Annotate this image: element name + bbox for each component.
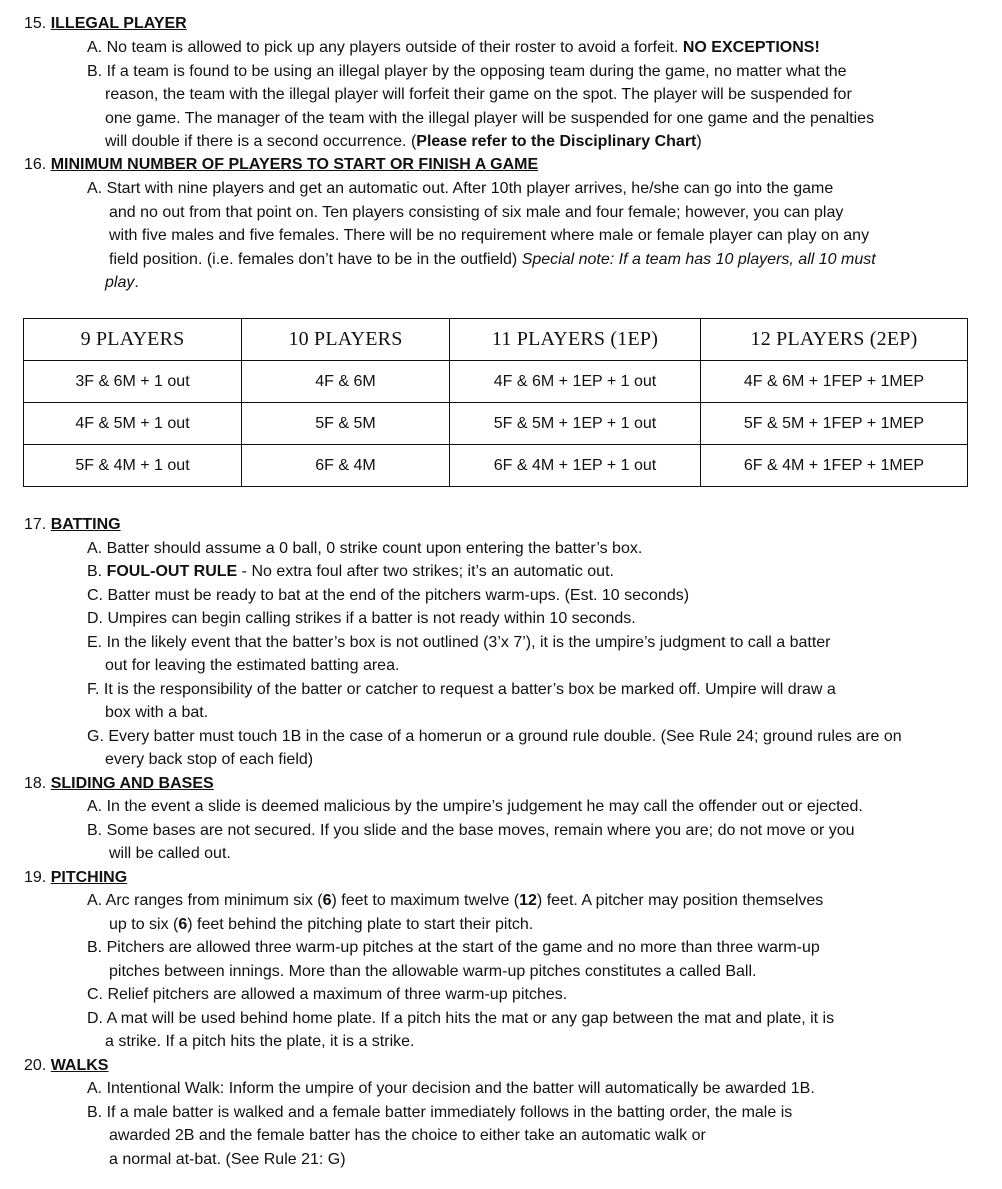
rule-title: MINIMUM NUMBER OF PLAYERS TO START OR FINISH A GAME: [50, 156, 539, 173]
rule-20-b-line3: a normal at-bat. (See Rule 21: G): [109, 1151, 346, 1168]
rule-17-f-line1: F. It is the responsibility of the batter or catcher to request a batter’s box be marked off. Umpire will draw a: [87, 681, 836, 698]
rule-19-c: C. Relief pitchers are allowed a maximum of three warm-up pitches.: [87, 986, 568, 1003]
rule-16-a-line4: [109, 248, 876, 272]
rule-15-a: [87, 36, 820, 60]
special-note: Special note: If a team has 10 players, all 10 must: [521, 251, 876, 268]
rule-16-a-line3: with five males and five females. There will be no requirement where male or female player can play on any: [109, 227, 870, 244]
rule-20-b-line1: B. If a male batter is walked and a female batter immediately follows in the batting order, the male is: [87, 1104, 793, 1121]
emphasis: FOUL-OUT RULE: [106, 563, 238, 580]
table-header-cell: 12 PLAYERS (2EP): [701, 319, 968, 361]
rule-17-c: C. Batter must be ready to bat at the end of the pitchers warm-ups. (Est. 10 seconds): [87, 587, 690, 604]
rule-15-b-line1: B. If a team is found to be using an illegal player by the opposing team during the game, no matter what the: [87, 63, 847, 80]
text: A. No team is allowed to pick up any players outside of their roster to avoid a forfeit.: [87, 39, 683, 56]
text: ) feet behind the pitching plate to start their pitch.: [187, 916, 534, 933]
rule-17-a: A. Batter should assume a 0 ball, 0 strike count upon entering the batter’s box.: [87, 540, 643, 557]
rule-15-b-line3: one game. The manager of the team with the illegal player will be suspended for one game and the penalties: [105, 110, 875, 127]
emphasis: NO EXCEPTIONS!: [682, 39, 820, 56]
table-cell: 3F & 6M + 1 out: [24, 361, 242, 403]
table-cell: 5F & 5M + 1EP + 1 out: [450, 403, 701, 445]
rule-16-a-line2: and no out from that point on. Ten players consisting of six male and four female; however, you can play: [109, 204, 844, 221]
rule-15-heading: [24, 12, 187, 36]
special-note: play: [105, 274, 135, 291]
text: A. Arc ranges from minimum six (: [87, 892, 323, 909]
table-cell: 5F & 5M + 1FEP + 1MEP: [701, 403, 968, 445]
table-cell: 6F & 4M: [242, 445, 450, 487]
players-table: [23, 318, 968, 487]
text: B.: [87, 563, 107, 580]
table-cell: 4F & 6M + 1FEP + 1MEP: [701, 361, 968, 403]
rule-number: 16.: [24, 156, 47, 173]
rule-15-b-line2: reason, the team with the illegal player will forfeit their game on the spot. The player will be suspended for: [105, 86, 852, 103]
rule-20-b-line2: awarded 2B and the female batter has the choice to either take an automatic walk or: [109, 1127, 706, 1144]
table-header-cell: 11 PLAYERS (1EP): [450, 319, 701, 361]
rule-17-e-line1: E. In the likely event that the batter’s box is not outlined (3’x 7’), it is the umpire’s judgment to call a batter: [87, 634, 831, 651]
rule-17-b: [87, 560, 614, 584]
text: ) feet. A pitcher may position themselves: [536, 892, 824, 909]
rule-20-a: A. Intentional Walk: Inform the umpire of your decision and the batter will automatically be awarded 1B.: [87, 1080, 815, 1097]
emphasis: Please refer to the Disciplinary Chart: [416, 133, 697, 150]
text: will double if there is a second occurrence. (: [105, 133, 417, 150]
table-header-row: [24, 319, 968, 361]
text: .: [134, 274, 139, 291]
text: ) feet to maximum twelve (: [331, 892, 520, 909]
rule-15-b-line4: [105, 130, 702, 154]
rule-title: WALKS: [50, 1057, 109, 1074]
rule-title: PITCHING: [50, 869, 128, 886]
table-cell: 4F & 6M + 1EP + 1 out: [450, 361, 701, 403]
rule-title: SLIDING AND BASES: [50, 775, 214, 792]
rule-20-heading: [24, 1054, 108, 1078]
rule-17-d: D. Umpires can begin calling strikes if a batter is not ready within 10 seconds.: [87, 610, 636, 627]
rule-number: 19.: [24, 869, 47, 886]
table-cell: 5F & 4M + 1 out: [24, 445, 242, 487]
rule-title: BATTING: [50, 516, 121, 533]
rule-17-g-line1: G. Every batter must touch 1B in the case of a homerun or a ground rule double. (See Rule 24; ground rules are on: [87, 728, 902, 745]
text: - No extra foul after two strikes; it’s an automatic out.: [237, 563, 614, 580]
rule-19-d-line1: D. A mat will be used behind home plate. If a pitch hits the mat or any gap between the mat and plate, it is: [87, 1010, 835, 1027]
table-header-cell: 10 PLAYERS: [242, 319, 450, 361]
rule-number: 15.: [24, 15, 47, 32]
rule-17-g-line2: every back stop of each field): [105, 751, 314, 768]
rule-16-a-line1: A. Start with nine players and get an automatic out. After 10th player arrives, he/she can go into the game: [87, 180, 834, 197]
table-cell: 4F & 6M: [242, 361, 450, 403]
table-row: [24, 403, 968, 445]
emphasis: 6: [178, 916, 188, 933]
rule-title: ILLEGAL PLAYER: [50, 15, 187, 32]
table-cell: 4F & 5M + 1 out: [24, 403, 242, 445]
table-row: [24, 445, 968, 487]
table-row: [24, 361, 968, 403]
table-header-cell: 9 PLAYERS: [24, 319, 242, 361]
rule-19-heading: [24, 866, 127, 890]
rule-19-d-line2: a strike. If a pitch hits the plate, it is a strike.: [105, 1033, 415, 1050]
table-cell: 5F & 5M: [242, 403, 450, 445]
rule-19-a-line1: [87, 889, 823, 913]
rule-18-heading: [24, 772, 214, 796]
text: field position. (i.e. females don’t have to be in the outfield): [109, 251, 522, 268]
rule-number: 18.: [24, 775, 47, 792]
emphasis: 12: [519, 892, 537, 909]
rule-19-b-line1: B. Pitchers are allowed three warm-up pitches at the start of the game and no more than three warm-up: [87, 939, 820, 956]
rule-number: 20.: [24, 1057, 47, 1074]
rule-17-e-line2: out for leaving the estimated batting area.: [105, 657, 400, 674]
rule-16-heading: [24, 153, 538, 177]
table-cell: 6F & 4M + 1FEP + 1MEP: [701, 445, 968, 487]
emphasis: 6: [322, 892, 332, 909]
rule-18-b-line2: will be called out.: [109, 845, 231, 862]
rule-number: 17.: [24, 516, 47, 533]
rule-17-heading: [24, 513, 121, 537]
text: up to six (: [109, 916, 179, 933]
rule-17-f-line2: box with a bat.: [105, 704, 209, 721]
rule-18-a: A. In the event a slide is deemed malicious by the umpire’s judgement he may call the offender out or ejected.: [87, 798, 863, 815]
rule-19-a-line2: [109, 913, 533, 937]
rule-16-a-line5: [105, 271, 139, 295]
text: ): [696, 133, 702, 150]
table-cell: 6F & 4M + 1EP + 1 out: [450, 445, 701, 487]
rule-18-b-line1: B. Some bases are not secured. If you slide and the base moves, remain where you are; do not move or you: [87, 822, 855, 839]
rule-19-b-line2: pitches between innings. More than the allowable warm-up pitches constitutes a called Ball.: [109, 963, 757, 980]
